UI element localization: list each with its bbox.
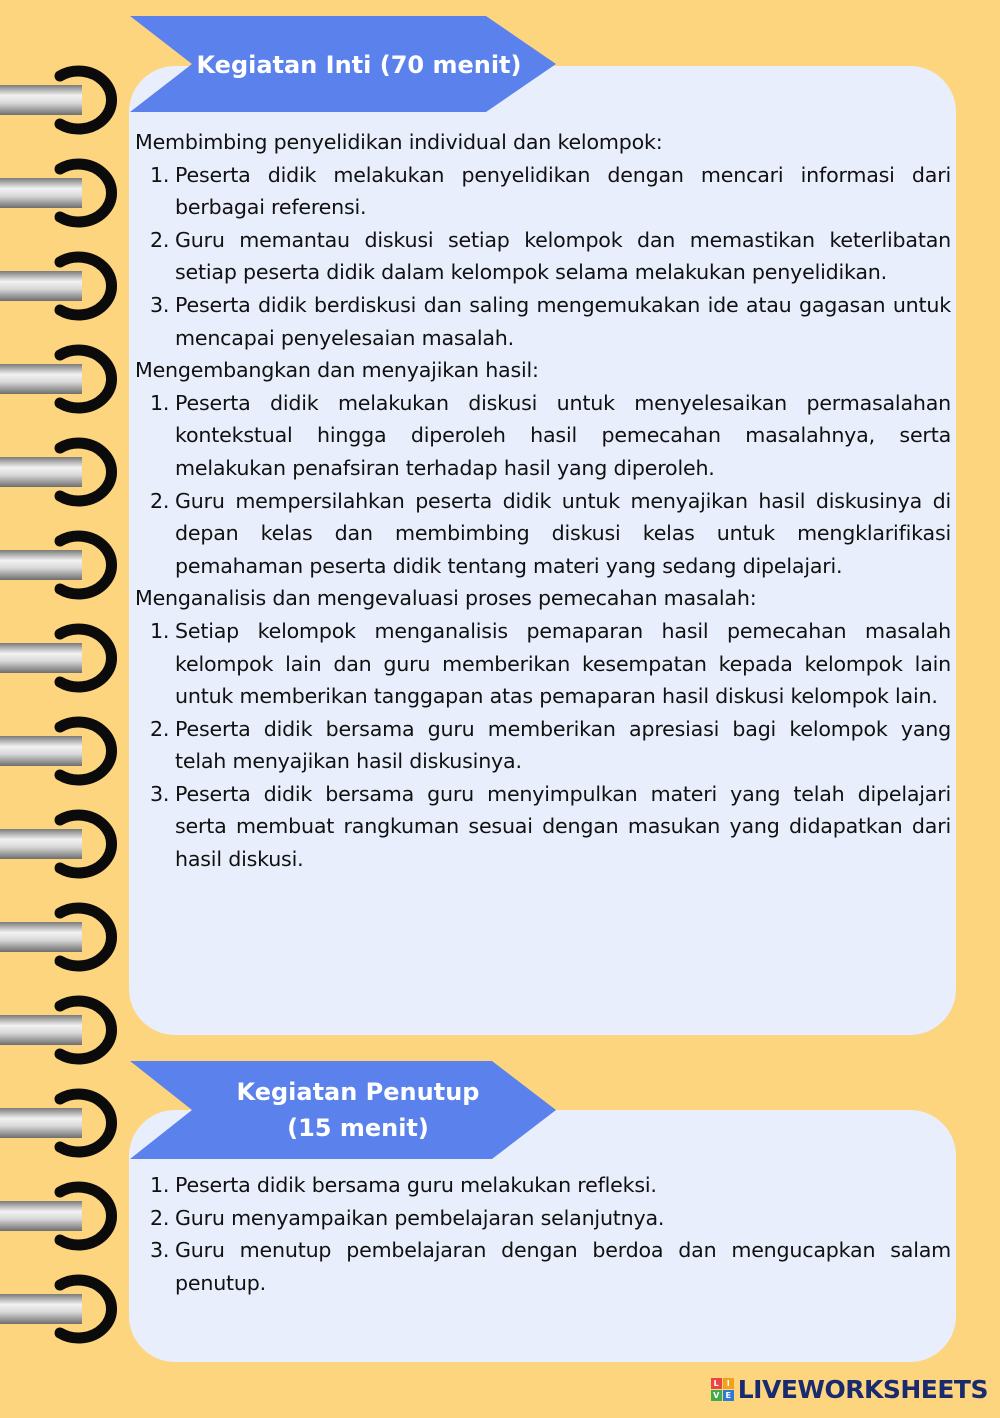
closing-activity-list bbox=[135, 1169, 951, 1299]
list-item-number: 3. bbox=[150, 1238, 170, 1263]
list-item bbox=[135, 1202, 951, 1235]
spiral-ring bbox=[0, 908, 112, 966]
closing-activity-banner bbox=[130, 1061, 560, 1159]
spiral-ring bbox=[0, 1094, 112, 1152]
list-item-number: 2. bbox=[150, 227, 170, 252]
spiral-ring bbox=[0, 1187, 112, 1245]
liveworksheets-logo[interactable] bbox=[711, 1374, 988, 1404]
spiral-rings-graphic bbox=[0, 0, 120, 1414]
liveworksheets-logo-icon bbox=[711, 1378, 734, 1401]
list-item bbox=[135, 485, 951, 583]
list-item-number: 2. bbox=[150, 488, 170, 513]
list-item-number: 3. bbox=[150, 292, 170, 317]
spiral-ring bbox=[0, 1280, 112, 1338]
list-item bbox=[135, 1234, 951, 1299]
logo-letter-v: V bbox=[711, 1390, 722, 1401]
list-item-text: Peserta didik bersama guru melakukan refleksi. bbox=[175, 1173, 657, 1197]
list-item-text: Peserta didik berdiskusi dan saling mengemukakan ide atau gagasan untuk mencapai penyelesaian masalah. bbox=[175, 292, 951, 350]
list-item-number: 3. bbox=[150, 781, 170, 806]
list-item bbox=[135, 159, 951, 224]
list-item-number: 2. bbox=[150, 1205, 170, 1230]
logo-letter-e: E bbox=[723, 1390, 734, 1401]
list-item bbox=[135, 615, 951, 713]
main-activity-title: Kegiatan Inti (70 menit) bbox=[196, 51, 522, 79]
numbered-list bbox=[135, 387, 951, 583]
list-item bbox=[135, 713, 951, 778]
spiral-ring bbox=[0, 629, 112, 687]
closing-title-line2: (15 menit) bbox=[287, 1114, 429, 1142]
list-item-text: Peserta didik melakukan diskusi untuk menyelesaikan permasalahan kontekstual hingga diperoleh hasil pemecahan masalahnya, serta melakukan penafsiran terhadap hasil yang diperoleh. bbox=[175, 390, 951, 480]
list-item-number: 1. bbox=[150, 390, 170, 415]
spiral-ring bbox=[0, 1001, 112, 1059]
closing-title-line1: Kegiatan Penutup bbox=[236, 1078, 480, 1106]
list-item-number: 1. bbox=[150, 618, 170, 643]
list-item-text: Guru menyampaikan pembelajaran selanjutnya. bbox=[175, 1205, 665, 1230]
group-heading: Membimbing penyelidikan individual dan kelompok: bbox=[135, 130, 663, 154]
list-item bbox=[135, 387, 951, 485]
list-item-number: 1. bbox=[150, 162, 170, 187]
list-item-text: Peserta didik melakukan penyelidikan dengan mencari informasi dari berbagai referensi. bbox=[175, 162, 951, 220]
list-item-text: Setiap kelompok menganalisis pemaparan hasil pemecahan masalah kelompok lain dan guru memberikan kesempatan kepada kelompok lain untuk memberikan tanggapan atas pemaparan hasil diskusi kelompok lain. bbox=[175, 618, 951, 709]
list-item-text: Guru memantau diskusi setiap kelompok dan memastikan keterlibatan setiap peserta didik dalam kelompok selama melakukan penyelidikan. bbox=[175, 227, 951, 285]
spiral-ring bbox=[0, 257, 112, 315]
spiral-ring bbox=[0, 71, 112, 129]
list-item bbox=[135, 778, 951, 876]
group-heading: Mengembangkan dan menyajikan hasil: bbox=[135, 358, 539, 383]
closing-activity-title bbox=[180, 1074, 536, 1146]
list-item-text: Peserta didik bersama guru menyimpulkan materi yang telah dipelajari serta membuat rangkuman sesuai dengan masukan yang didapatkan dari hasil diskusi. bbox=[175, 781, 951, 872]
main-activity-banner bbox=[130, 16, 560, 112]
logo-letter-i: I bbox=[723, 1378, 734, 1389]
closing-activity-content bbox=[135, 1169, 951, 1299]
numbered-list bbox=[135, 615, 951, 876]
spiral-ring bbox=[0, 815, 112, 873]
list-item-text: Peserta didik bersama guru memberikan apresiasi bagi kelompok yang telah menyajikan hasil diskusinya. bbox=[175, 716, 951, 774]
list-item bbox=[135, 224, 951, 289]
main-activity-content bbox=[135, 126, 951, 876]
list-item-number: 2. bbox=[150, 716, 170, 741]
list-item-text: Guru menutup pembelajaran dengan berdoa dan mengucapkan salam penutup. bbox=[175, 1238, 951, 1295]
numbered-list bbox=[135, 159, 951, 355]
spiral-ring bbox=[0, 536, 112, 594]
logo-letter-l: L bbox=[711, 1378, 722, 1389]
list-item-number: 1. bbox=[150, 1173, 170, 1197]
spiral-ring bbox=[0, 722, 112, 780]
spiral-ring bbox=[0, 164, 112, 222]
list-item bbox=[135, 289, 951, 354]
spiral-ring bbox=[0, 350, 112, 408]
group-heading: Menganalisis dan mengevaluasi proses pemecahan masalah: bbox=[135, 586, 757, 611]
liveworksheets-brand-text: LIVEWORKSHEETS bbox=[737, 1374, 988, 1404]
spiral-binding bbox=[0, 0, 120, 1414]
list-item-text: Guru mempersilahkan peserta didik untuk menyajikan hasil diskusinya di depan kelas dan membimbing diskusi kelas untuk mengklarifikasi pemahaman peserta didik tentang materi yang sedang dipelajari. bbox=[175, 488, 951, 578]
list-item bbox=[135, 1169, 951, 1202]
spiral-ring bbox=[0, 443, 112, 501]
